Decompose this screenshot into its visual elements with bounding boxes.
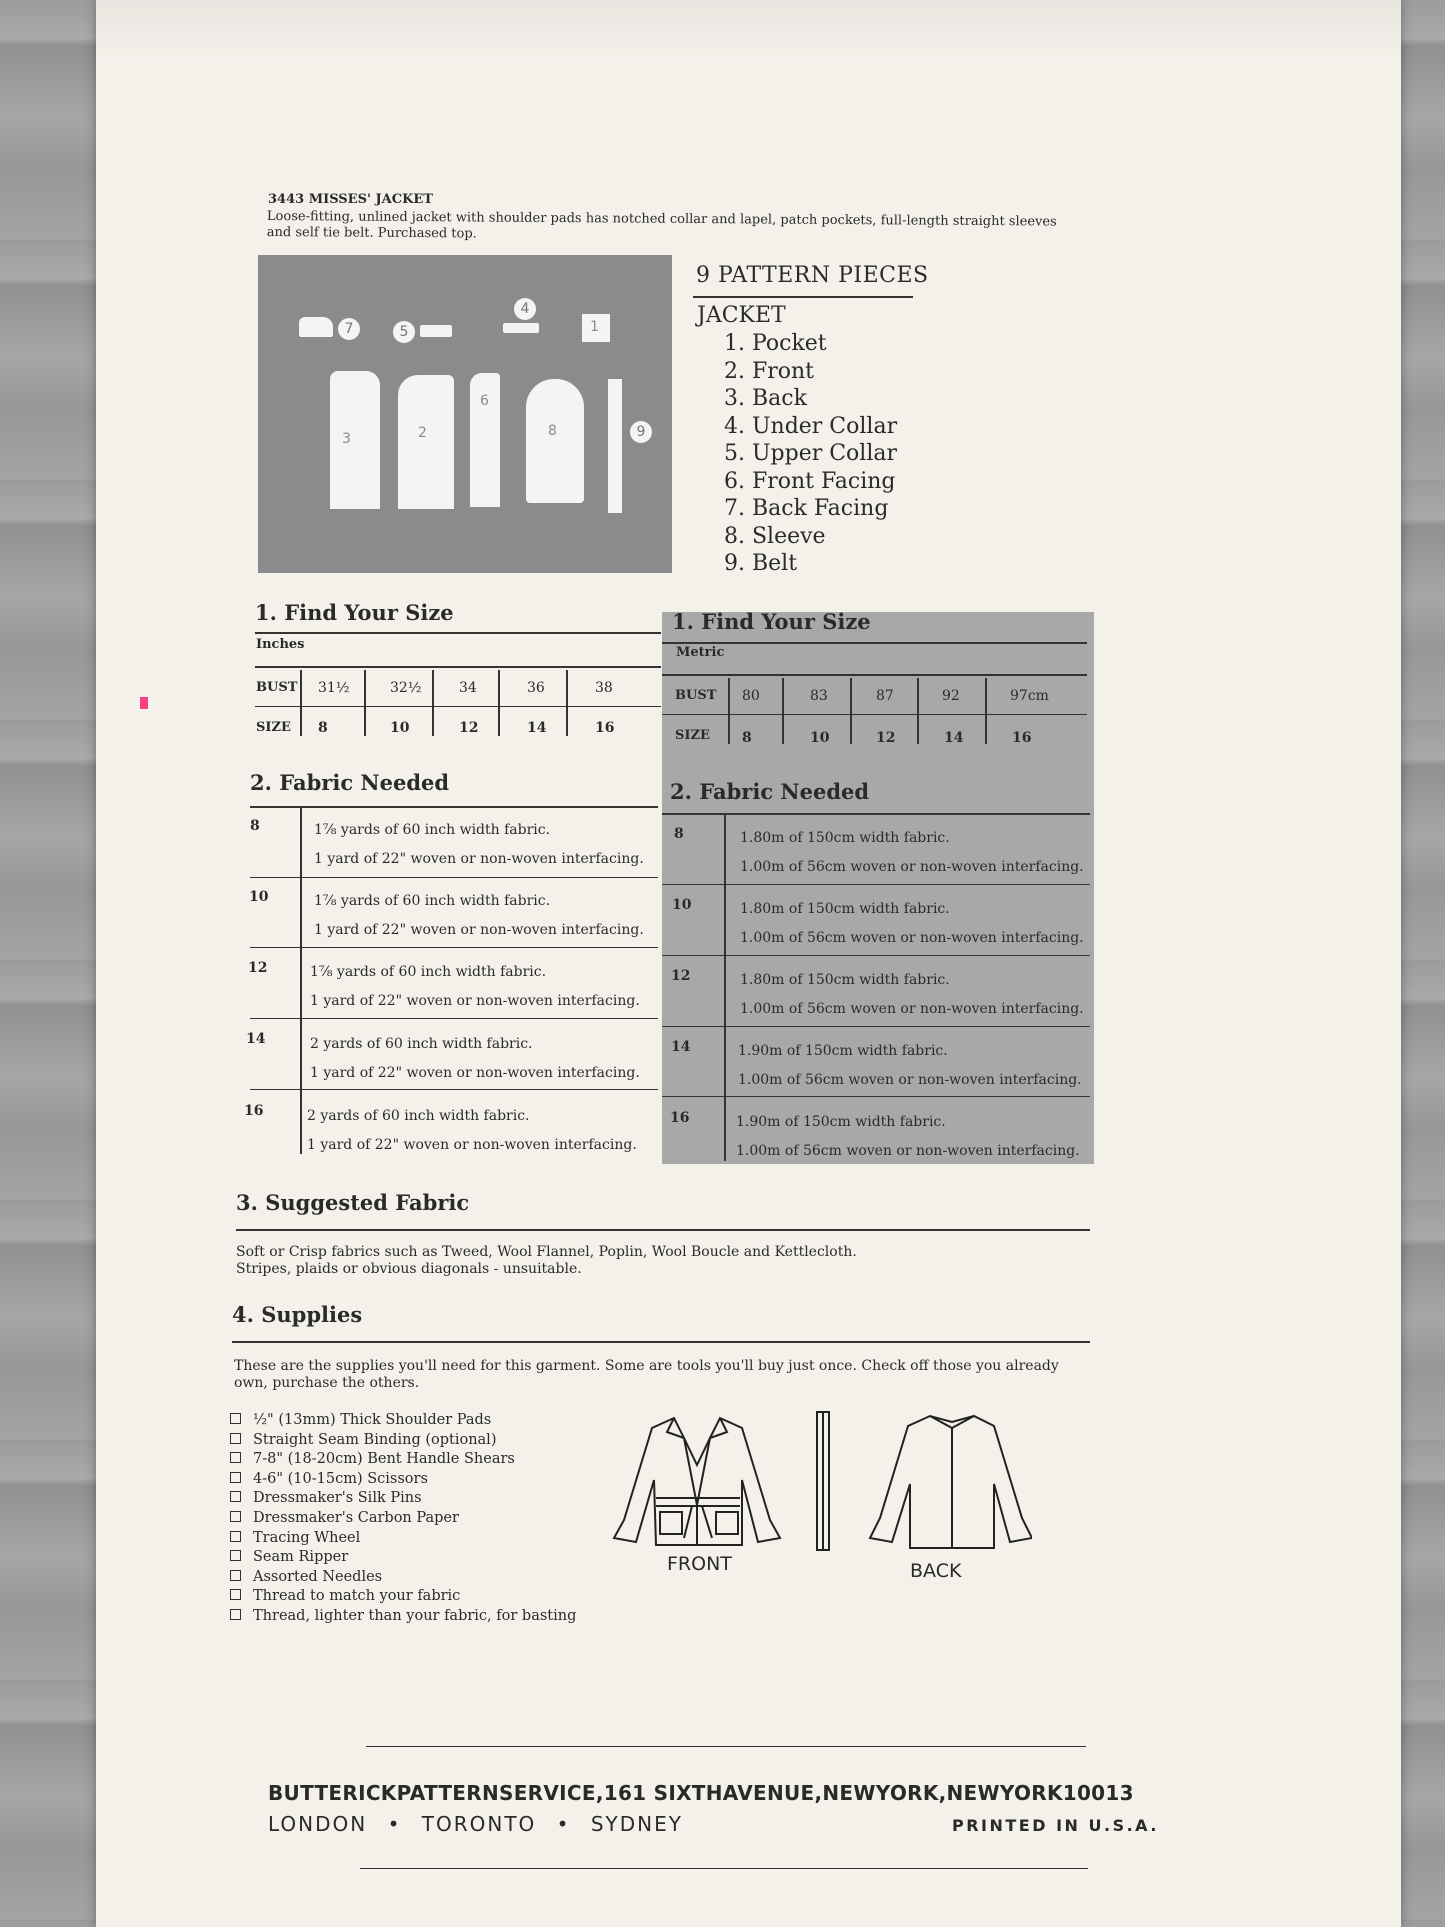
fabric-divider-metric xyxy=(724,815,726,1161)
find-size-rule-inches xyxy=(255,632,661,634)
supply-item[interactable] xyxy=(230,1489,576,1509)
fabric-size: 12 xyxy=(248,960,268,976)
fabric-size: 14 xyxy=(246,1031,266,1047)
size-value: 14 xyxy=(527,720,547,736)
piece-front xyxy=(398,375,454,509)
jacket-front-sketch xyxy=(614,1418,780,1545)
bust-value: 38 xyxy=(595,680,613,696)
supply-label: 7-8" (18-20cm) Bent Handle Shears xyxy=(253,1451,515,1468)
style-name: MISSES' JACKET xyxy=(308,192,433,207)
piece-label-2: 2 xyxy=(418,425,427,441)
city: SYDNEY xyxy=(590,1812,683,1836)
printed-in: PRINTED IN U.S.A. xyxy=(952,1816,1159,1835)
fabric-row xyxy=(314,887,644,945)
checkbox[interactable] xyxy=(230,1550,241,1561)
piece-label-1: 1 xyxy=(590,319,599,335)
fabric-rule-inches xyxy=(250,806,658,808)
supply-label: 4-6" (10-15cm) Scissors xyxy=(253,1470,428,1487)
supplies-rule xyxy=(232,1341,1090,1343)
bust-value-metric: 87 xyxy=(876,688,894,704)
size-value-metric: 10 xyxy=(810,730,830,746)
jacket-back-sketch xyxy=(870,1416,1032,1548)
supply-item[interactable] xyxy=(230,1529,576,1549)
bullet-icon: • xyxy=(556,1812,571,1836)
supplies-intro-line-1: These are the supplies you'll need for this garment. Some are tools you'll buy just once. Check off those you already xyxy=(234,1358,1059,1374)
fabric-line: 2 yards of 60 inch width fabric. xyxy=(310,1036,533,1052)
fabric-row-rule xyxy=(250,947,658,948)
checkbox[interactable] xyxy=(230,1589,241,1600)
piece-back xyxy=(330,371,380,509)
supply-label: Thread to match your fabric xyxy=(253,1588,461,1605)
metric-label: Metric xyxy=(676,645,725,660)
supply-label: Tracing Wheel xyxy=(253,1529,361,1546)
fabric-line: 1.80m of 150cm width fabric. xyxy=(740,830,950,846)
supply-item[interactable] xyxy=(230,1431,576,1451)
metric-divider xyxy=(850,678,852,744)
piece-label-5: 5 xyxy=(393,321,415,343)
fabric-needed-title-inches: 2. Fabric Needed xyxy=(250,770,450,795)
checkbox[interactable] xyxy=(230,1531,241,1542)
fabric-row-rule xyxy=(662,884,1090,885)
size-value: 8 xyxy=(318,720,328,736)
inches-divider xyxy=(498,670,500,736)
pattern-piece-item: 5. Upper Collar xyxy=(724,441,898,466)
interfacing-line: 1 yard of 22" woven or non-woven interfacing. xyxy=(310,1065,640,1081)
city: LONDON xyxy=(268,1812,368,1836)
size-value-metric: 16 xyxy=(1012,730,1032,746)
piece-label-6: 6 xyxy=(480,393,489,409)
checkbox[interactable] xyxy=(230,1511,241,1522)
fabric-row xyxy=(310,958,640,1016)
footer-address: BUTTERICKPATTERNSERVICE,161 SIXTHAVENUE,NEWYORK,NEWYORK10013 xyxy=(268,1781,1134,1805)
pattern-piece-item: 7. Back Facing xyxy=(724,496,889,521)
bust-value-metric: 80 xyxy=(742,688,760,704)
fabric-line: 1⅞ yards of 60 inch width fabric. xyxy=(314,893,551,909)
fabric-row-rule xyxy=(662,1096,1090,1097)
inches-table-top-rule xyxy=(255,666,661,668)
size-value: 16 xyxy=(595,720,615,736)
supply-label: ½" (13mm) Thick Shoulder Pads xyxy=(253,1412,492,1428)
pattern-pieces-list xyxy=(724,330,897,578)
suggested-fabric-text xyxy=(236,1244,857,1278)
supply-label: Thread, lighter than your fabric, for basting xyxy=(253,1607,577,1624)
supply-label: Straight Seam Binding (optional) xyxy=(253,1431,497,1448)
metric-divider xyxy=(917,678,919,744)
fabric-line: 2 yards of 60 inch width fabric. xyxy=(307,1108,530,1124)
fabric-line: 1.90m of 150cm width fabric. xyxy=(738,1043,948,1059)
fabric-row xyxy=(310,1030,640,1088)
bust-value-metric: 92 xyxy=(942,688,960,704)
checkbox[interactable] xyxy=(230,1433,241,1444)
footer-top-rule xyxy=(366,1746,1086,1747)
piece-pocket xyxy=(582,314,610,342)
piece-label-7: 7 xyxy=(338,318,360,340)
pattern-layout-diagram xyxy=(258,255,672,573)
size-value: 12 xyxy=(459,720,479,736)
supply-item[interactable] xyxy=(230,1509,576,1529)
interfacing-line: 1 yard of 22" woven or non-woven interfacing. xyxy=(307,1137,637,1153)
supplies-checklist xyxy=(230,1411,576,1627)
interfacing-line: 1.00m of 56cm woven or non-woven interfacing. xyxy=(740,930,1084,946)
supply-label: Seam Ripper xyxy=(253,1549,349,1566)
supply-item[interactable] xyxy=(230,1607,576,1627)
fabric-line: 1⅞ yards of 60 inch width fabric. xyxy=(314,822,551,838)
interfacing-line: 1.00m of 56cm woven or non-woven interfacing. xyxy=(738,1072,1082,1088)
fabric-size-metric: 16 xyxy=(670,1110,690,1126)
piece-label-8: 8 xyxy=(548,423,557,439)
fabric-row-metric xyxy=(738,1037,1082,1095)
supply-label: Assorted Needles xyxy=(253,1568,383,1585)
pattern-pieces-rule xyxy=(693,296,913,298)
piece-upper-collar xyxy=(420,325,452,337)
fabric-needed-title-metric: 2. Fabric Needed xyxy=(670,779,870,804)
interfacing-line: 1.00m of 56cm woven or non-woven interfacing. xyxy=(740,859,1084,875)
fabric-row xyxy=(307,1102,637,1160)
checkbox[interactable] xyxy=(230,1413,241,1424)
interfacing-line: 1 yard of 22" woven or non-woven interfacing. xyxy=(310,993,640,1009)
interfacing-line: 1 yard of 22" woven or non-woven interfacing. xyxy=(314,922,644,938)
pattern-piece-item: 3. Back xyxy=(724,386,807,411)
description-line-2: and self tie belt. Purchased top. xyxy=(266,224,477,242)
fabric-row-rule xyxy=(250,1089,658,1090)
pattern-piece-item: 9. Belt xyxy=(724,551,798,576)
bust-value-metric: 97cm xyxy=(1010,688,1049,704)
size-value-metric: 8 xyxy=(742,730,752,746)
description-line-1: Loose-fitting, unlined jacket with shoulder pads has notched collar and lapel, patch pockets, full-length straight sleeves xyxy=(266,209,1057,230)
supply-label: Dressmaker's Silk Pins xyxy=(253,1490,422,1507)
footer-cities xyxy=(268,1812,683,1836)
inches-mid-rule xyxy=(255,706,661,707)
fabric-row-rule xyxy=(250,877,658,878)
piece-under-collar xyxy=(503,323,539,333)
suggested-fabric-title: 3. Suggested Fabric xyxy=(236,1190,470,1215)
fabric-size: 10 xyxy=(249,889,269,905)
find-size-title-inches: 1. Find Your Size xyxy=(255,600,454,625)
find-size-title-metric: 1. Find Your Size xyxy=(672,609,871,634)
checkbox[interactable] xyxy=(230,1452,241,1463)
pattern-piece-item: 6. Front Facing xyxy=(724,468,896,494)
pattern-piece-item: 8. Sleeve xyxy=(724,523,826,549)
fabric-size-metric: 8 xyxy=(674,826,684,842)
piece-back-facing xyxy=(299,317,333,337)
inches-label: Inches xyxy=(256,637,305,652)
supply-item[interactable] xyxy=(230,1548,576,1568)
piece-belt xyxy=(608,379,622,513)
pink-mark xyxy=(140,697,148,709)
find-size-rule-metric xyxy=(662,642,1087,644)
supply-item[interactable] xyxy=(230,1450,576,1470)
bust-label-metric: BUST xyxy=(675,688,717,703)
supplies-title: 4. Supplies xyxy=(232,1302,363,1327)
fabric-row-metric xyxy=(740,824,1084,882)
fabric-size: 8 xyxy=(250,818,260,834)
suggested-fabric-line-1: Soft or Crisp fabrics such as Tweed, Wool Flannel, Poplin, Wool Boucle and Kettlecloth. xyxy=(236,1244,857,1260)
size-value-metric: 14 xyxy=(944,730,964,746)
piece-label-4: 4 xyxy=(514,298,536,320)
fabric-rule-metric xyxy=(662,813,1090,815)
size-value-metric: 12 xyxy=(876,730,896,746)
jacket-sketches xyxy=(612,1410,1032,1560)
supply-item[interactable] xyxy=(230,1587,576,1607)
checkbox[interactable] xyxy=(230,1491,241,1502)
inches-divider xyxy=(432,670,434,736)
suggested-fabric-rule xyxy=(236,1229,1090,1231)
footer-bottom-rule xyxy=(360,1868,1088,1869)
fabric-row-rule xyxy=(662,955,1090,956)
back-label: BACK xyxy=(910,1560,962,1582)
bust-value: 34 xyxy=(459,680,477,696)
bust-value: 36 xyxy=(527,680,545,696)
style-description xyxy=(267,209,1107,247)
interfacing-line: 1.00m of 56cm woven or non-woven interfacing. xyxy=(740,1001,1084,1017)
front-label: FRONT xyxy=(667,1553,732,1575)
inches-divider xyxy=(364,670,366,736)
supplies-intro-line-2: own, purchase the others. xyxy=(234,1375,420,1391)
city: TORONTO xyxy=(421,1812,537,1836)
belt-sketch xyxy=(817,1412,829,1550)
piece-label-9: 9 xyxy=(630,421,652,443)
pattern-piece-item: 1. Pocket xyxy=(724,331,827,356)
fabric-row xyxy=(314,816,644,874)
envelope-flap xyxy=(96,0,1401,60)
fabric-line: 1⅞ yards of 60 inch width fabric. xyxy=(310,964,547,980)
supply-item[interactable] xyxy=(230,1568,576,1588)
style-number: 3443 xyxy=(268,192,305,207)
metric-divider xyxy=(985,678,987,744)
fabric-row-metric xyxy=(736,1108,1080,1166)
checkbox[interactable] xyxy=(230,1472,241,1483)
inches-divider xyxy=(566,670,568,736)
pattern-pieces-title: 9 PATTERN PIECES xyxy=(696,263,929,288)
bust-value: 31½ xyxy=(318,680,350,696)
supply-item[interactable] xyxy=(230,1470,576,1490)
checkbox[interactable] xyxy=(230,1609,241,1620)
fabric-row-rule xyxy=(250,1018,658,1019)
interfacing-line: 1 yard of 22" woven or non-woven interfacing. xyxy=(314,851,644,867)
fabric-line: 1.90m of 150cm width fabric. xyxy=(736,1114,946,1130)
fabric-divider-inches xyxy=(300,808,302,1154)
piece-front-facing xyxy=(470,373,500,507)
inches-divider xyxy=(300,670,302,736)
suggested-fabric-line-2: Stripes, plaids or obvious diagonals - unsuitable. xyxy=(236,1261,582,1277)
metric-divider xyxy=(782,678,784,744)
metric-mid-rule xyxy=(662,714,1087,715)
fabric-size-metric: 14 xyxy=(671,1039,691,1055)
piece-label-3: 3 xyxy=(342,431,351,447)
bust-label-inches: BUST xyxy=(256,680,298,695)
bust-value-metric: 83 xyxy=(810,688,828,704)
metric-table-top-rule xyxy=(662,674,1087,676)
fabric-line: 1.80m of 150cm width fabric. xyxy=(740,901,950,917)
pattern-pieces-group: JACKET xyxy=(697,303,786,328)
fabric-row-metric xyxy=(740,895,1084,953)
supply-item[interactable] xyxy=(230,1411,576,1431)
supply-label: Dressmaker's Carbon Paper xyxy=(253,1509,459,1526)
fabric-size-metric: 12 xyxy=(671,968,691,984)
size-label-metric: SIZE xyxy=(675,728,710,743)
bust-value: 32½ xyxy=(390,680,422,696)
pattern-piece-item: 4. Under Collar xyxy=(724,413,898,439)
bullet-icon: • xyxy=(387,1812,402,1836)
style-heading xyxy=(268,192,433,207)
fabric-row-rule xyxy=(662,1026,1090,1027)
metric-divider xyxy=(728,678,730,744)
size-value: 10 xyxy=(390,720,410,736)
fabric-size-metric: 10 xyxy=(672,897,692,913)
fabric-size: 16 xyxy=(244,1103,264,1119)
piece-sleeve xyxy=(526,379,584,503)
size-label-inches: SIZE xyxy=(256,720,291,735)
supplies-intro xyxy=(234,1358,1059,1392)
pattern-piece-item: 2. Front xyxy=(724,358,815,384)
fabric-line: 1.80m of 150cm width fabric. xyxy=(740,972,950,988)
interfacing-line: 1.00m of 56cm woven or non-woven interfacing. xyxy=(736,1143,1080,1159)
fabric-row-metric xyxy=(740,966,1084,1024)
checkbox[interactable] xyxy=(230,1570,241,1581)
